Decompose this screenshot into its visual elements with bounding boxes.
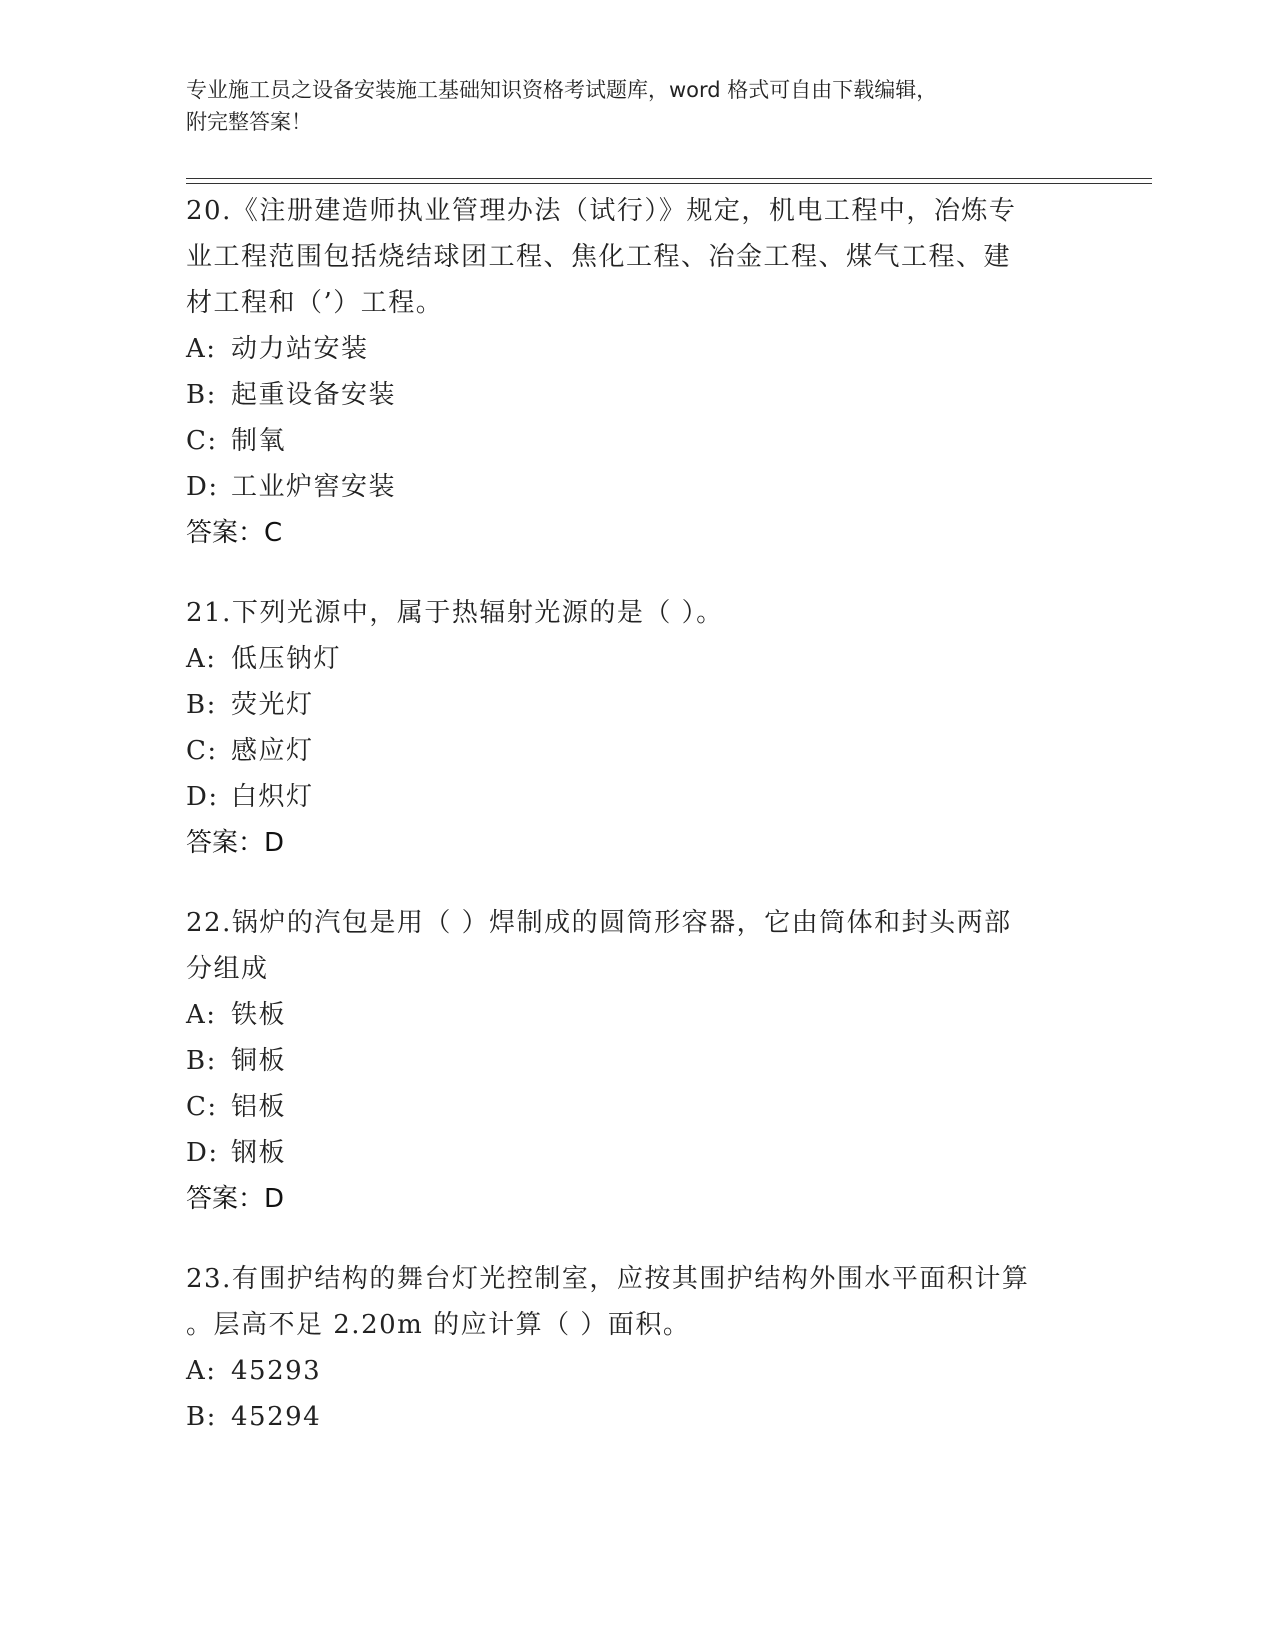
- option-text: 荧光灯: [231, 690, 314, 720]
- option-text: 铜板: [231, 1046, 287, 1076]
- question-stem-line: 材工程和（’）工程。: [186, 288, 444, 318]
- option-text: 低压钠灯: [231, 644, 342, 674]
- question-stem-line: 业工程范围包括烧结球团工程、焦化工程、冶金工程、煤气工程、建: [186, 242, 1012, 272]
- question-item: [186, 1256, 1086, 1440]
- question-stem: [186, 1256, 1086, 1348]
- option-letter: B:: [186, 1046, 217, 1076]
- option-b: [186, 372, 1086, 418]
- option-a: [186, 636, 1086, 682]
- option-letter: A:: [186, 1356, 217, 1386]
- question-stem: [186, 900, 1086, 992]
- option-text: 白炽灯: [231, 782, 314, 812]
- option-d: [186, 1130, 1086, 1176]
- header-divider-bottom: [186, 183, 1152, 184]
- option-letter: D:: [186, 782, 219, 812]
- option-letter: C:: [186, 1092, 218, 1122]
- option-c: [186, 418, 1086, 464]
- option-letter: B:: [186, 690, 217, 720]
- question-stem: [186, 188, 1086, 326]
- option-letter: D:: [186, 1138, 219, 1168]
- option-text: 工业炉窖安装: [231, 472, 397, 502]
- header-title-line-2: 附完整答案！: [186, 110, 312, 134]
- option-letter: B:: [186, 380, 217, 410]
- option-text: 铁板: [231, 1000, 287, 1030]
- option-a: [186, 1348, 1086, 1394]
- question-stem-line: 21.下列光源中，属于热辐射光源的是（ ）。: [186, 598, 724, 628]
- question-item: [186, 188, 1086, 556]
- option-text: 45293: [231, 1356, 322, 1386]
- question-stem-line: 20.《注册建造师执业管理办法（试行）》规定，机电工程中，冶炼专: [186, 196, 1017, 226]
- question-stem: [186, 590, 1086, 636]
- option-letter: A:: [186, 644, 217, 674]
- answer-line: 答案：C: [186, 518, 283, 548]
- option-a: [186, 992, 1086, 1038]
- option-letter: A:: [186, 334, 217, 364]
- option-text: 制氧: [231, 426, 287, 456]
- option-d: [186, 464, 1086, 510]
- option-text: 铝板: [231, 1092, 287, 1122]
- option-a: [186, 326, 1086, 372]
- header-title-line-1: 专业施工员之设备安装施工基础知识资格考试题库，word 格式可自由下载编辑，: [186, 78, 938, 102]
- option-d: [186, 774, 1086, 820]
- option-letter: C:: [186, 736, 218, 766]
- option-b: [186, 1394, 1086, 1440]
- question-item: [186, 590, 1086, 866]
- option-b: [186, 1038, 1086, 1084]
- option-c: [186, 1084, 1086, 1130]
- option-b: [186, 682, 1086, 728]
- question-stem-line: 分组成: [186, 954, 269, 984]
- document-header: [186, 74, 1066, 138]
- question-list: [186, 188, 1086, 1474]
- question-stem-line: 。层高不足 2.20m 的应计算（ ）面积。: [186, 1310, 691, 1340]
- option-text: 感应灯: [231, 736, 314, 766]
- answer-line: 答案：D: [186, 828, 285, 858]
- question-stem-line: 23.有围护结构的舞台灯光控制室，应按其围护结构外围水平面积计算: [186, 1264, 1030, 1294]
- option-text: 45294: [231, 1402, 322, 1432]
- option-text: 起重设备安装: [231, 380, 397, 410]
- answer-line: 答案：D: [186, 1184, 285, 1214]
- option-letter: D:: [186, 472, 219, 502]
- option-text: 动力站安装: [231, 334, 369, 364]
- option-text: 钢板: [231, 1138, 287, 1168]
- option-letter: B:: [186, 1402, 217, 1432]
- header-divider-top: [186, 178, 1152, 179]
- option-letter: C:: [186, 426, 218, 456]
- question-stem-line: 22.锅炉的汽包是用（ ）焊制成的圆筒形容器，它由筒体和封头两部: [186, 908, 1012, 938]
- option-letter: A:: [186, 1000, 217, 1030]
- option-c: [186, 728, 1086, 774]
- question-item: [186, 900, 1086, 1222]
